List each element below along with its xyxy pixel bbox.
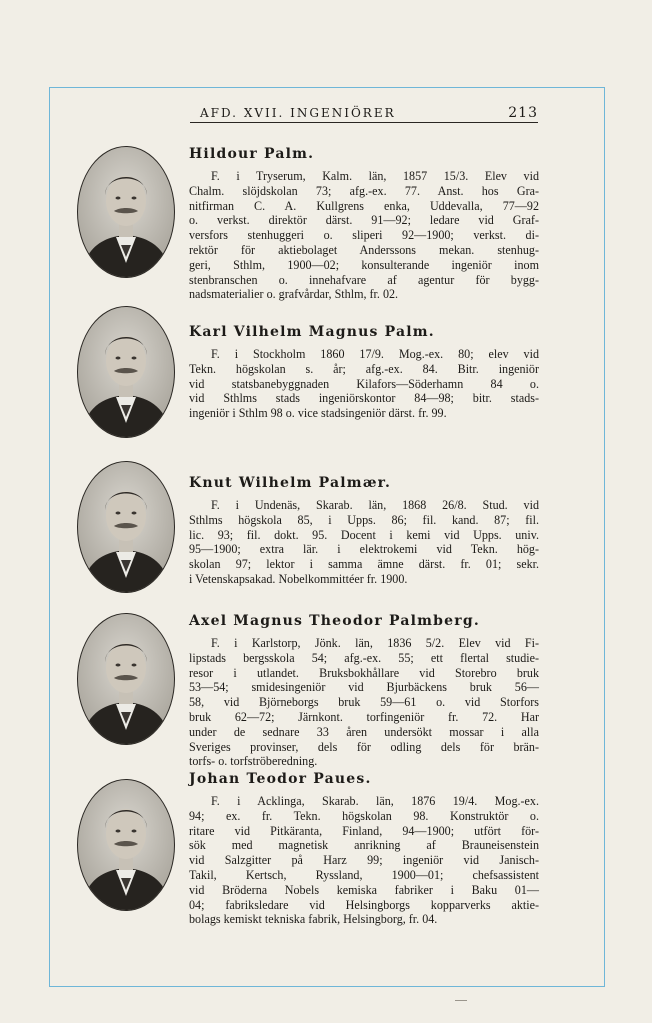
header-rule bbox=[190, 122, 538, 123]
biography-text bbox=[189, 636, 539, 769]
biography-text bbox=[189, 169, 539, 302]
bio-line: o. verkst. direktör därst. 91—92; ledare vid Graf- bbox=[189, 213, 539, 228]
bio-line: resor i utlandet. Bruksbokhållare vid Storebro bruk bbox=[189, 665, 539, 680]
bio-line: Sthlms högskola 85, i Upps. 86; fil. kand. 87; fil. bbox=[189, 512, 539, 527]
portrait-icon bbox=[76, 305, 176, 439]
biography-text bbox=[189, 794, 539, 927]
entry-text bbox=[189, 612, 539, 769]
entry-text bbox=[189, 145, 539, 302]
entry-text bbox=[189, 770, 539, 927]
bio-line: skolan 97; lektor i samma ämne därst. fr. 01; sekr. bbox=[189, 557, 539, 572]
bio-line: ingeniör i Sthlm 98 o. vice stadsingeniör därst. fr. 99. bbox=[189, 406, 447, 421]
bio-line: 04; fabriksledare vid Helsingborgs kopparverks aktie- bbox=[189, 897, 539, 912]
bio-line: versfors stenhuggeri o. sliperi 92—1900; verkst. di- bbox=[189, 228, 539, 243]
bio-line: vid Salzgitter på Harz 99; ingeniör vid Janisch- bbox=[189, 853, 539, 868]
entry-text bbox=[189, 474, 539, 587]
entry-text bbox=[189, 323, 539, 421]
bio-line: Tekn. högskolan s. år; afg.-ex. 84. Bitr. ingeniör bbox=[189, 361, 539, 376]
bio-line: F. i Stockholm 1860 17/9. Mog.-ex. 80; elev vid bbox=[211, 347, 539, 361]
person-name: Johan Teodor Paues. bbox=[189, 771, 372, 787]
bio-line: Sveriges provinser, dels för odling dels för brän- bbox=[189, 739, 539, 754]
biography-text bbox=[189, 498, 539, 587]
portrait-icon bbox=[76, 460, 176, 594]
bio-line: 95—1900; extra lär. i elektrokemi vid Tekn. hög- bbox=[189, 542, 539, 557]
person-name: Knut Wilhelm Palmær. bbox=[189, 475, 392, 491]
bio-line: vid statsbanebyggnaden Kilafors—Söderhamn 84 o. bbox=[189, 376, 539, 391]
portrait-icon bbox=[76, 612, 176, 746]
bio-line: F. i Karlstorp, Jönk. län, 1836 5/2. Elev vid Fi- bbox=[211, 636, 539, 650]
portrait-icon bbox=[76, 778, 176, 912]
bio-line: geri, Sthlm, 1900—02; konsulterande ingeniör inom bbox=[189, 257, 539, 272]
bio-line: i Vetenskapsakad. Nobelkommittéer fr. 1900. bbox=[189, 571, 408, 586]
bio-line: bruk 62—72; Järnkont. torfingeniör fr. 72. Har bbox=[189, 709, 539, 724]
bio-line: 53—54; smidesingeniör vid Bjurbäckens bruk 56— bbox=[189, 680, 539, 695]
bio-line: stenbranschen o. innehafvare af agentur för bygg- bbox=[189, 272, 539, 287]
bio-line: F. i Acklinga, Skarab. län, 1876 19/4. Mog.-ex. bbox=[211, 794, 539, 808]
bio-line: F. i Undenäs, Skarab. län, 1868 26/8. Stud. vid bbox=[211, 498, 539, 512]
bio-line: lic. 93; fil. dokt. 95. Docent i kemi vid Upps. univ. bbox=[189, 527, 539, 542]
bio-line: rektör för aktiebolaget Anderssons mekan. stenhug- bbox=[189, 242, 539, 257]
running-header bbox=[190, 104, 538, 122]
footer-mark bbox=[455, 1000, 467, 1001]
bio-line: torfs- o. torfströberedning. bbox=[189, 754, 318, 769]
bio-line: F. i Tryserum, Kalm. län, 1857 15/3. Elev vid bbox=[211, 169, 539, 183]
bio-line: sök med magnetisk anrikning af Brauneisenstein bbox=[189, 838, 539, 853]
bio-line: vid Sthlms stads ingeniörskontor 84—98; bitr. stads- bbox=[189, 391, 539, 406]
bio-line: under de sednare 33 åren undersökt mossar i alla bbox=[189, 724, 539, 739]
bio-line: vid Bröderna Nobels kemiska fabriker i Baku 01— bbox=[189, 882, 539, 897]
person-name: Hildour Palm. bbox=[189, 146, 315, 162]
bio-line: Chalm. slöjdskolan 73; afg.-ex. 77. Anst. hos Gra- bbox=[189, 183, 539, 198]
biography-text bbox=[189, 347, 539, 421]
bio-line: bolags kemiskt tekniska fabrik, Helsingborg, fr. 04. bbox=[189, 912, 438, 927]
bio-line: 94; ex. fr. Tekn. högskolan 98. Konstruktör o. bbox=[189, 808, 539, 823]
bio-line: Takil, Kertsch, Ryssland, 1900—01; chefsassistent bbox=[189, 867, 539, 882]
bio-line: nitfirman C. A. Kullgrens enka, Uddevalla, 77—92 bbox=[189, 198, 539, 213]
portrait-icon bbox=[76, 145, 176, 279]
section-title: AFD. XVII. INGENIÖRER bbox=[200, 106, 396, 120]
person-name: Karl Vilhelm Magnus Palm. bbox=[189, 324, 435, 340]
person-name: Axel Magnus Theodor Palmberg. bbox=[189, 613, 480, 629]
bio-line: lipstads bergsskola 54; afg.-ex. 55; ett flertal studie- bbox=[189, 650, 539, 665]
bio-line: ritare vid Pitkäranta, Finland, 94—1900; utfört för- bbox=[189, 823, 539, 838]
page-number: 213 bbox=[508, 105, 538, 121]
bio-line: nadsmaterialier o. grafvårdar, Sthlm, fr. 02. bbox=[189, 287, 399, 302]
bio-line: 58, vid Björneborgs bruk 59—61 o. vid Storfors bbox=[189, 695, 539, 710]
